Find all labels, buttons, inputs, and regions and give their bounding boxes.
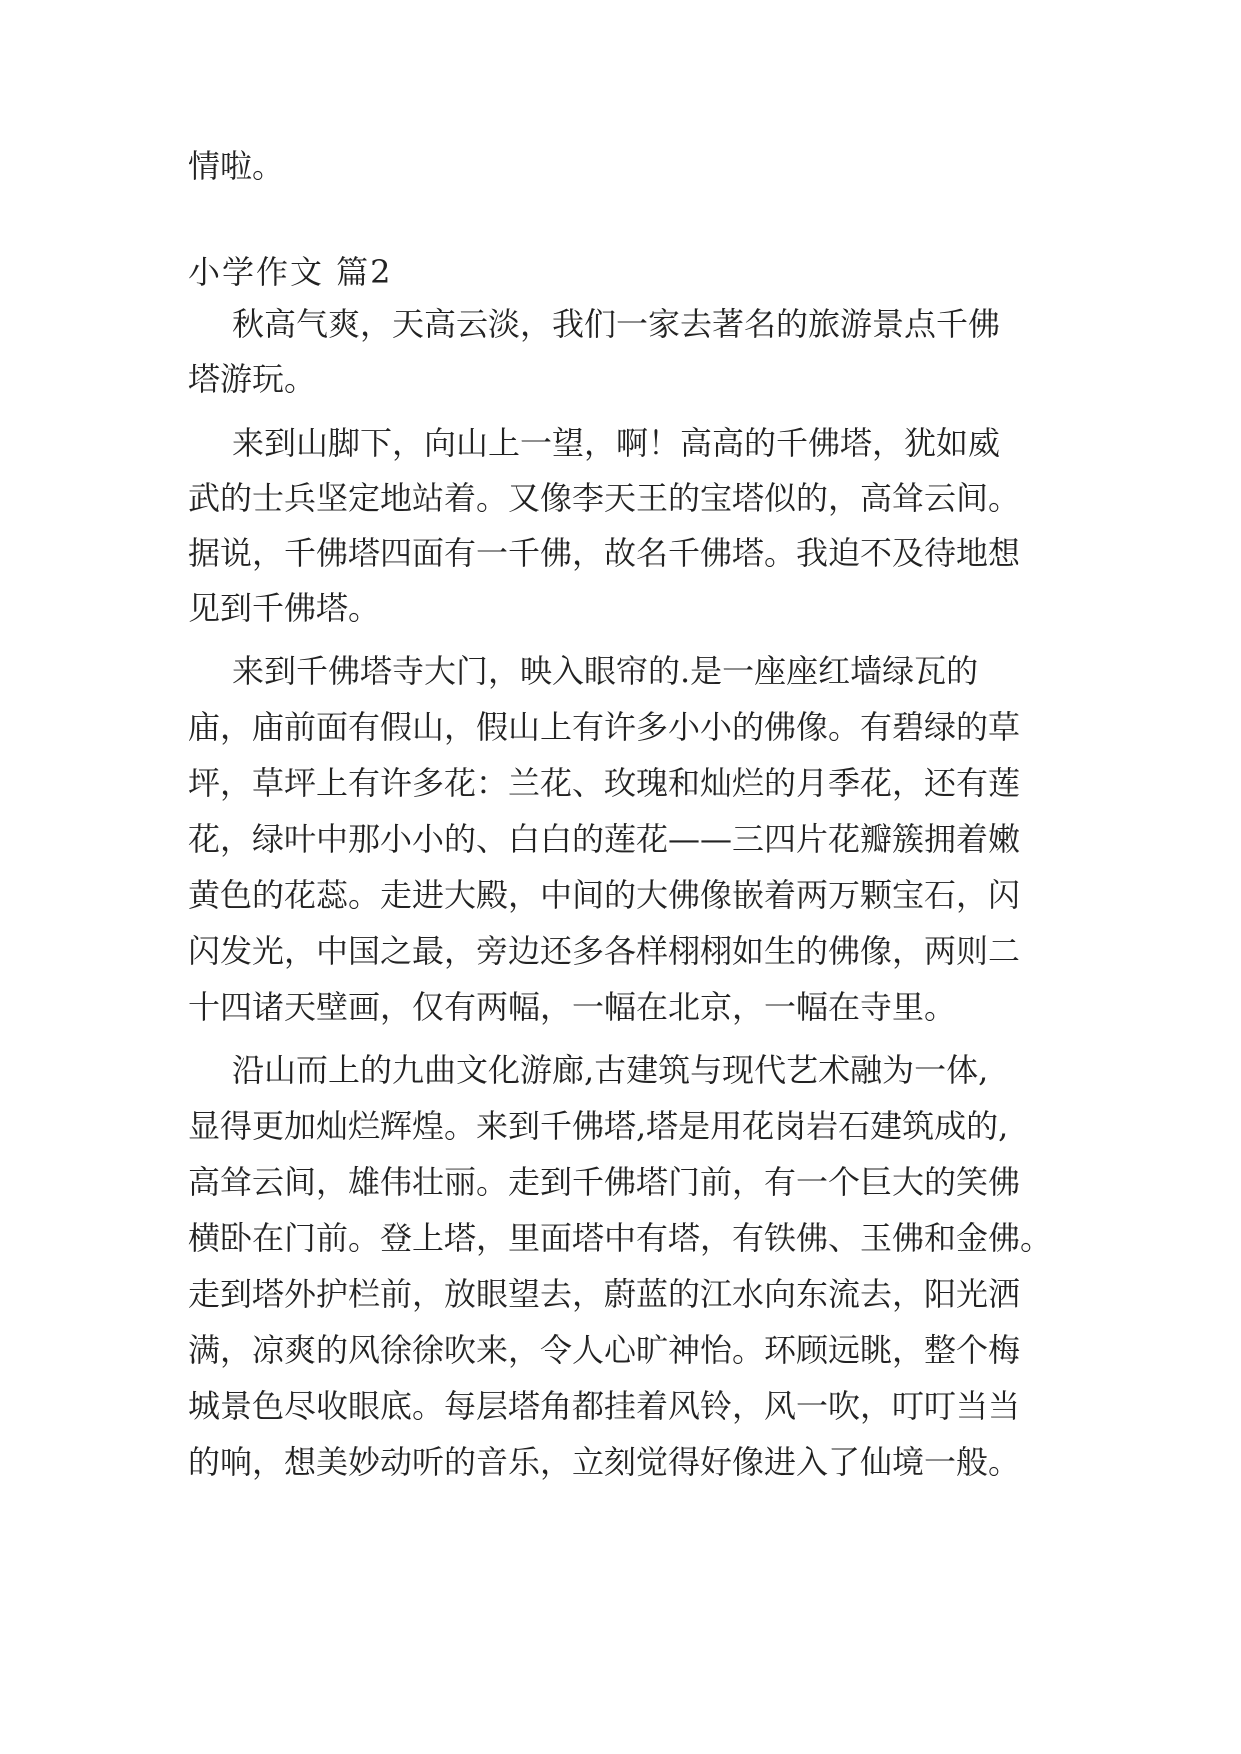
paragraph-line: 十四诸天壁画，仅有两幅，一幅在北京，一幅在寺里。	[188, 988, 957, 1026]
paragraph-line: 闪发光，中国之最，旁边还多各样栩栩如生的佛像，两则二	[188, 932, 1021, 970]
paragraph-line: 沿山而上的九曲文化游廊,古建筑与现代艺术融为一体,	[232, 1051, 989, 1089]
paragraph-line: 塔游玩。	[188, 360, 317, 398]
section-title: 小学作文 篇2	[188, 253, 393, 291]
paragraph-line: 花，绿叶中那小小的、白白的莲花——三四片花瓣簇拥着嫩	[188, 820, 1021, 858]
paragraph-line: 庙，庙前面有假山，假山上有许多小小的佛像。有碧绿的草	[188, 708, 1021, 746]
paragraph-line: 城景色尽收眼底。每层塔角都挂着风铃，风一吹，叮叮当当	[188, 1387, 1021, 1425]
paragraph-line: 据说，千佛塔四面有一千佛，故名千佛塔。我迫不及待地想	[188, 534, 1021, 572]
paragraph-line: 秋高气爽，天高云淡，我们一家去著名的旅游景点千佛	[232, 305, 1001, 343]
paragraph-line: 坪，草坪上有许多花：兰花、玫瑰和灿烂的月季花，还有莲	[188, 764, 1021, 802]
paragraph-line: 来到山脚下，向山上一望，啊！高高的千佛塔，犹如威	[232, 424, 1001, 462]
paragraph-line: 显得更加灿烂辉煌。来到千佛塔,塔是用花岗岩石建筑成的,	[188, 1107, 1009, 1145]
paragraph-line: 黄色的花蕊。走进大殿，中间的大佛像嵌着两万颗宝石，闪	[188, 876, 1021, 914]
paragraph-line: 见到千佛塔。	[188, 589, 381, 627]
paragraph-line: 的响，想美妙动听的音乐，立刻觉得好像进入了仙境一般。	[188, 1443, 1021, 1481]
paragraph-line: 走到塔外护栏前，放眼望去，蔚蓝的江水向东流去，阳光洒	[188, 1275, 1021, 1313]
previous-section-tail: 情啦。	[188, 147, 285, 185]
paragraph-line: 武的士兵坚定地站着。又像李天王的宝塔似的，高耸云间。	[188, 479, 1021, 517]
paragraph-line: 高耸云间，雄伟壮丽。走到千佛塔门前，有一个巨大的笑佛	[188, 1163, 1021, 1201]
paragraph-line: 来到千佛塔寺大门，映入眼帘的.是一座座红墙绿瓦的	[232, 652, 979, 690]
paragraph-line: 满，凉爽的风徐徐吹来，令人心旷神怡。环顾远眺，整个梅	[188, 1331, 1021, 1369]
paragraph-line: 横卧在门前。登上塔，里面塔中有塔，有铁佛、玉佛和金佛。	[188, 1219, 1053, 1257]
